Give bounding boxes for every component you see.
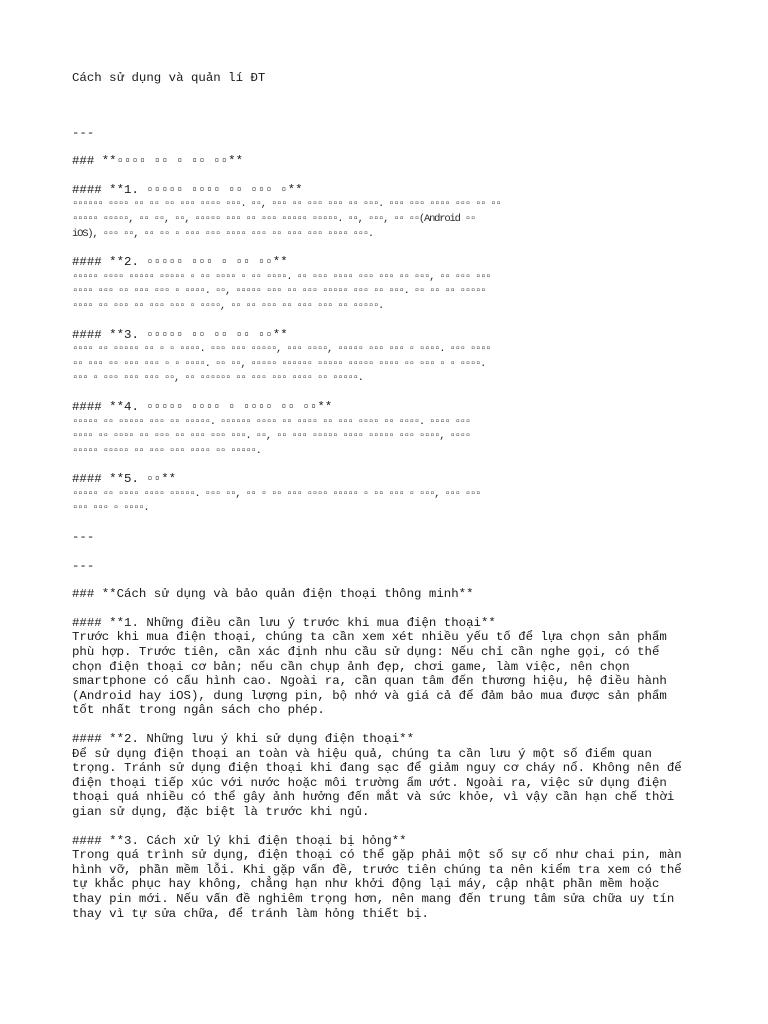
paragraph-line: hình vỡ, phần mềm lỗi. Khi gặp vấn đề, trước tiên chúng ta nên kiểm tra xem có thể (72, 862, 682, 877)
garbled-heading: ### **▫▫▫▫ ▫▫ ▫ ▫▫ ▫▫** (72, 154, 244, 169)
separator: --- (72, 125, 95, 140)
garbled-text-line: ▫▫▫▫ ▫▫▫ ▫▫ ▫▫▫ ▫▫▫ ▫ ▫▫▫▫. ▫▫, ▫▫▫▫▫ ▫▫▫ ▫▫ ▫▫▫ ▫▫▫▫▫ ▫▫▫ ▫▫ ▫▫▫. ▫▫ ▫▫ ▫▫ ▫▫▫▫▫ (72, 285, 486, 298)
garbled-text-line: ▫▫▫ ▫▫▫ ▫ ▫▫▫▫. (72, 502, 149, 515)
garbled-text-line: ▫▫▫▫▫ ▫▫▫▫▫ ▫▫ ▫▫▫ ▫▫▫ ▫▫▫▫ ▫▫ ▫▫▫▫▫. (72, 444, 261, 457)
paragraph-line: thay vì tự sửa chữa, để tránh làm hỏng thiết bị. (72, 906, 429, 921)
garbled-section-heading: #### **3. ▫▫▫▫▫ ▫▫ ▫▫ ▫▫ ▫▫** (72, 327, 288, 342)
vietnamese-heading: ### **Cách sử dụng và bảo quản điện thoại thông minh** (72, 587, 474, 602)
paragraph-line: smartphone có cấu hình cao. Ngoài ra, cần quan tâm đến thương hiệu, hệ điều hành (72, 674, 667, 689)
paragraph-line: tự khắc phục hay không, chẳng hạn như khởi động lại máy, cập nhật phần mềm hoặc (72, 877, 660, 892)
paragraph-line: thay pin mới. Nếu vấn đề nghiêm trọng hơn, nên mang đến trung tâm sửa chữa uy tín (72, 891, 675, 906)
paragraph-line: gian sử dụng, đặc biệt là trước khi ngủ. (72, 804, 370, 819)
paragraph-line: tốt nhất trong ngân sách cho phép. (72, 703, 325, 718)
garbled-text-line: ▫▫▫▫▫ ▫▫▫▫ ▫▫▫▫▫ ▫▫▫▫▫ ▫ ▫▫ ▫▫▫▫ ▫ ▫▫ ▫▫▫▫. ▫▫ ▫▫▫ ▫▫▫▫ ▫▫▫ ▫▫▫ ▫▫ ▫▫▫, ▫▫ ▫▫▫ ▫▫▫ (72, 270, 491, 283)
paragraph-line: Trước khi mua điện thoại, chúng ta cần xem xét nhiều yếu tố để lựa chọn sản phẩm (72, 630, 667, 645)
paragraph-line: chọn điện thoại cơ bản; nếu cần chụp ảnh đẹp, chơi game, làm việc, nên chọn (72, 659, 630, 674)
garbled-section-heading: #### **1. ▫▫▫▫▫ ▫▫▫▫ ▫▫ ▫▫▫ ▫** (72, 182, 303, 197)
section-heading: #### **3. Cách xử lý khi điện thoại bị hỏng** (72, 833, 407, 848)
paragraph-line: Để sử dụng điện thoại an toàn và hiệu quả, chúng ta cần lưu ý một số điểm quan (72, 746, 652, 761)
garbled-text-line: ▫▫ ▫▫▫ ▫▫ ▫▫▫ ▫▫▫ ▫ ▫ ▫▫▫▫. ▫▫ ▫▫, ▫▫▫▫▫ ▫▫▫▫▫▫ ▫▫▫▫▫ ▫▫▫▫▫ ▫▫▫▫ ▫▫ ▫▫▫ ▫ ▫ ▫▫▫▫. (72, 357, 486, 370)
garbled-text-line: ▫▫▫▫ ▫▫ ▫▫▫ ▫▫ ▫▫▫ ▫▫▫ ▫ ▫▫▫▫, ▫▫ ▫▫ ▫▫▫ ▫▫ ▫▫▫ ▫▫▫ ▫▫ ▫▫▫▫▫. (72, 299, 384, 312)
garbled-section-heading: #### **2. ▫▫▫▫▫ ▫▫▫ ▫ ▫▫ ▫▫** (72, 255, 288, 270)
garbled-section-heading: #### **5. ▫▫** (72, 472, 177, 487)
document-title: Cách sử dụng và quản lí ĐT (72, 71, 266, 85)
garbled-text-line: ▫▫▫▫▫▫ ▫▫▫▫ ▫▫ ▫▫ ▫▫ ▫▫▫ ▫▫▫▫ ▫▫▫. ▫▫, ▫▫▫ ▫▫ ▫▫▫ ▫▫▫ ▫▫ ▫▫▫. ▫▫▫ ▫▫▫ ▫▫▫▫ ▫▫▫ ▫▫ ▫▫ (72, 198, 501, 211)
paragraph-line: Trong quá trình sử dụng, điện thoại có thể gặp phải một số sự cố như chai pin, màn (72, 848, 682, 863)
garbled-text-line: ▫▫▫▫ ▫▫ ▫▫▫▫ ▫▫ ▫▫▫ ▫▫ ▫▫▫ ▫▫▫ ▫▫▫. ▫▫, ▫▫ ▫▫▫ ▫▫▫▫▫ ▫▫▫▫ ▫▫▫▫▫ ▫▫▫ ▫▫▫▫, ▫▫▫▫ (72, 430, 470, 443)
garbled-text-line: ▫▫▫▫▫ ▫▫ ▫▫▫▫ ▫▫▫▫ ▫▫▫▫▫. ▫▫▫ ▫▫, ▫▫ ▫ ▫▫ ▫▫▫ ▫▫▫▫ ▫▫▫▫▫ ▫ ▫▫ ▫▫▫ ▫ ▫▫▫, ▫▫▫ ▫▫▫ (72, 487, 481, 500)
garbled-text-line: iOS), ▫▫▫ ▫▫, ▫▫ ▫▫ ▫ ▫▫▫ ▫▫▫ ▫▫▫▫ ▫▫▫ ▫▫ ▫▫▫ ▫▫▫ ▫▫▫▫ ▫▫▫. (72, 227, 373, 240)
paragraph-line: điện thoại tiếp xúc với nước hoặc môi trường ẩm ướt. Ngoài ra, việc sử dụng điện (72, 775, 667, 790)
section-heading: #### **1. Những điều cần lưu ý trước khi mua điện thoại** (72, 615, 496, 630)
paragraph-line: phù hợp. Trước tiên, cần xác định nhu cầu sử dụng: Nếu chỉ cần nghe gọi, có thể (72, 645, 660, 660)
separator: --- (72, 530, 95, 545)
garbled-text-line: ▫▫▫▫▫ ▫▫▫▫▫, ▫▫ ▫▫, ▫▫, ▫▫▫▫▫ ▫▫▫ ▫▫ ▫▫▫ ▫▫▫▫▫ ▫▫▫▫▫. ▫▫, ▫▫▫, ▫▫ ▫▫(Android ▫▫ (72, 212, 475, 225)
paragraph-line: trọng. Tránh sử dụng điện thoại khi đang sạc để giảm nguy cơ cháy nổ. Không nên để (72, 761, 682, 776)
garbled-text-line: ▫▫▫▫▫ ▫▫ ▫▫▫▫▫ ▫▫▫ ▫▫ ▫▫▫▫▫. ▫▫▫▫▫▫ ▫▫▫▫ ▫▫ ▫▫▫▫ ▫▫ ▫▫▫ ▫▫▫▫ ▫▫ ▫▫▫▫. ▫▫▫▫ ▫▫▫ (72, 415, 470, 428)
section-heading: #### **2. Những lưu ý khi sử dụng điện thoại** (72, 732, 415, 746)
garbled-text-line: ▫▫▫ ▫ ▫▫▫ ▫▫▫ ▫▫▫ ▫▫, ▫▫ ▫▫▫▫▫▫ ▫▫ ▫▫▫ ▫▫▫ ▫▫▫▫ ▫▫ ▫▫▫▫▫. (72, 372, 363, 385)
paragraph-line: thoại quá nhiều có thể gây ảnh hưởng đến mắt và sức khỏe, vì vậy cần hạn chế thời (72, 790, 675, 805)
garbled-section-heading: #### **4. ▫▫▫▫▫ ▫▫▫▫ ▫ ▫▫▫▫ ▫▫ ▫▫** (72, 399, 333, 414)
paragraph-line: (Android hay iOS), dung lượng pin, bộ nhớ và giá cả để đảm bảo mua được sản phẩm (72, 688, 667, 703)
garbled-text-line: ▫▫▫▫ ▫▫ ▫▫▫▫▫ ▫▫ ▫ ▫ ▫▫▫▫. ▫▫▫ ▫▫▫ ▫▫▫▫▫, ▫▫▫ ▫▫▫▫, ▫▫▫▫▫ ▫▫▫ ▫▫▫ ▫ ▫▫▫▫. ▫▫▫ ▫▫▫▫ (72, 343, 491, 356)
separator: --- (72, 558, 95, 573)
